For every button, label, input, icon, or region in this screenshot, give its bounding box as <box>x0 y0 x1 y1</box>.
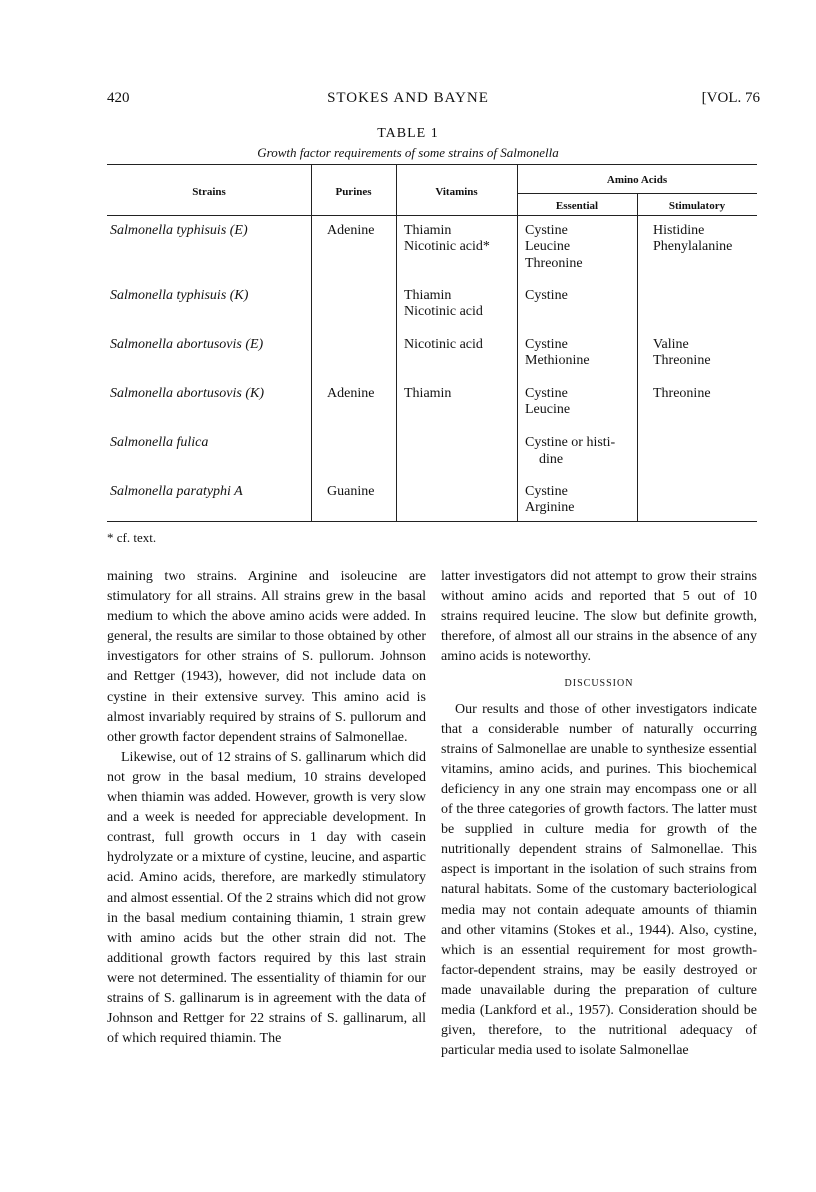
essential-value: Arginine <box>525 500 575 515</box>
strain-name: Salmonella abortusovis (K) <box>110 386 264 401</box>
stimulatory-value: Threonine <box>653 386 711 401</box>
header-essential: Essential <box>555 200 599 212</box>
essential-value: Cystine <box>525 484 568 499</box>
stimulatory-value: Phenylalanine <box>653 239 733 254</box>
strain-name: Salmonella typhisuis (E) <box>110 223 248 238</box>
strain-name: Salmonella abortusovis (E) <box>110 337 264 352</box>
col-divider <box>311 164 312 521</box>
stimulatory-value: Threonine <box>653 353 711 368</box>
header-vitamins: Vitamins <box>435 186 478 198</box>
table-footnote: * cf. text. <box>107 530 157 545</box>
strain-name: Salmonella fulica <box>110 435 209 450</box>
purine-value: Adenine <box>327 223 375 238</box>
body-paragraph: Our results and those of other investigators indicate that a considerable number of naturally occurring strains of Salmonellae are unable to synthesize essential vitamins, amino acids, and purines. This biochemical deficiency in any one strain may encompass one or all of the three categories of growth factors. The latter must be supplied in culture media for growth of the nutritionally dependent strains of Salmonellae. This aspect is important in the isolation of such strains from natural habitats. Some of the customary bacteriological media may not contain adequate amounts of thiamin and other vitamins (Stokes et al., 1944). Also, cystine, which is an essential requirement for most growth-factor-dependent strains, may be easily destroyed or made unavailable during the preparation of culture media (Lankford et al., 1957). Consideration should be given, therefore, to the nutritional adequacy of particular media used to isolate Salmonellae <box>441 701 757 1059</box>
col-divider <box>396 164 397 521</box>
essential-value: Leucine <box>525 402 571 417</box>
purine-value: Guanine <box>327 484 375 499</box>
essential-value: Methionine <box>525 353 590 368</box>
header-amino-acids: Amino Acids <box>606 174 668 186</box>
col-divider <box>637 193 638 521</box>
body-paragraph: latter investigators did not attempt to grow their strains without amino acids and reported that 5 out of 10 strains required leucine. The slow but definite growth, therefore, of almost all our strains in the absence of any amino acids is noteworthy. <box>441 569 757 665</box>
essential-value: Cystine <box>525 337 568 352</box>
vitamin-value: Nicotinic acid <box>404 337 483 352</box>
header-purines: Purines <box>335 186 372 198</box>
essential-value: Cystine <box>525 386 568 401</box>
essential-value: Cystine <box>525 288 568 303</box>
volume-label: [VOL. 76 <box>701 90 760 106</box>
purine-value: Adenine <box>327 386 375 401</box>
vitamin-value: Thiamin <box>404 288 452 303</box>
vitamin-value: Nicotinic acid* <box>404 239 490 254</box>
col-divider <box>517 164 518 521</box>
stimulatory-value: Histidine <box>653 223 705 238</box>
essential-value: Cystine or histi- <box>525 435 616 450</box>
header-strains: Strains <box>192 186 226 198</box>
vitamin-value: Nicotinic acid <box>404 304 483 319</box>
section-heading: DISCUSSION <box>564 678 634 690</box>
table-subtitle: Growth factor requirements of some strains of Salmonella <box>257 145 559 160</box>
essential-value: Leucine <box>525 239 571 254</box>
table-bottom-rule <box>107 521 757 522</box>
header-bottom-rule <box>107 215 757 216</box>
running-head: STOKES AND BAYNE <box>327 90 489 106</box>
essential-value: dine <box>539 452 564 467</box>
essential-value: Threonine <box>525 256 583 271</box>
left-column <box>107 567 426 1049</box>
body-paragraph: maining two strains. Arginine and isoleucine are stimulatory for all strains. All strains grew in the basal medium to which the above amino acids were added. In general, the results are similar to those obtained by other investigators for other strains of S. pullorum. Johnson and Rettger (1943), however, did not include data on cystine in their extensive survey. This amino acid is almost invariably required by strains of S. pullorum and other growth factor dependent strains of Salmonellae. <box>107 569 426 745</box>
page-number: 420 <box>107 90 130 106</box>
vitamin-value: Thiamin <box>404 223 452 238</box>
strain-name: Salmonella paratyphi A <box>110 484 243 499</box>
table-title: TABLE 1 <box>377 126 439 141</box>
strain-name: Salmonella typhisuis (K) <box>110 288 249 303</box>
body-paragraph: Likewise, out of 12 strains of S. gallinarum which did not grow in the basal medium, 10 strains developed when thiamin was added. However, growth is very slow and a week is needed for appreciable development. In contrast, full growth occurs in 1 day with casein hydrolyzate or a mixture of cystine, leucine, and aspartic acid. Amino acids, therefore, are markedly stimulatory and almost essential. Of the 2 strains which did not grow in the basal medium containing thiamin, 1 strain grew with amino acids but the other strain did not. The additional growth factors required by this last strain were not determined. The essentiality of thiamin for our strains of S. gallinarum is in agreement with the data of Johnson and Rettger for 22 strains of S. gallinarum, all of which required thiamin. The <box>107 749 426 1047</box>
header-stimulatory: Stimulatory <box>668 200 726 212</box>
essential-value: Cystine <box>525 223 568 238</box>
table-top-rule <box>107 164 757 165</box>
right-column <box>441 567 757 1061</box>
stimulatory-value: Valine <box>653 337 689 352</box>
vitamin-value: Thiamin <box>404 386 452 401</box>
